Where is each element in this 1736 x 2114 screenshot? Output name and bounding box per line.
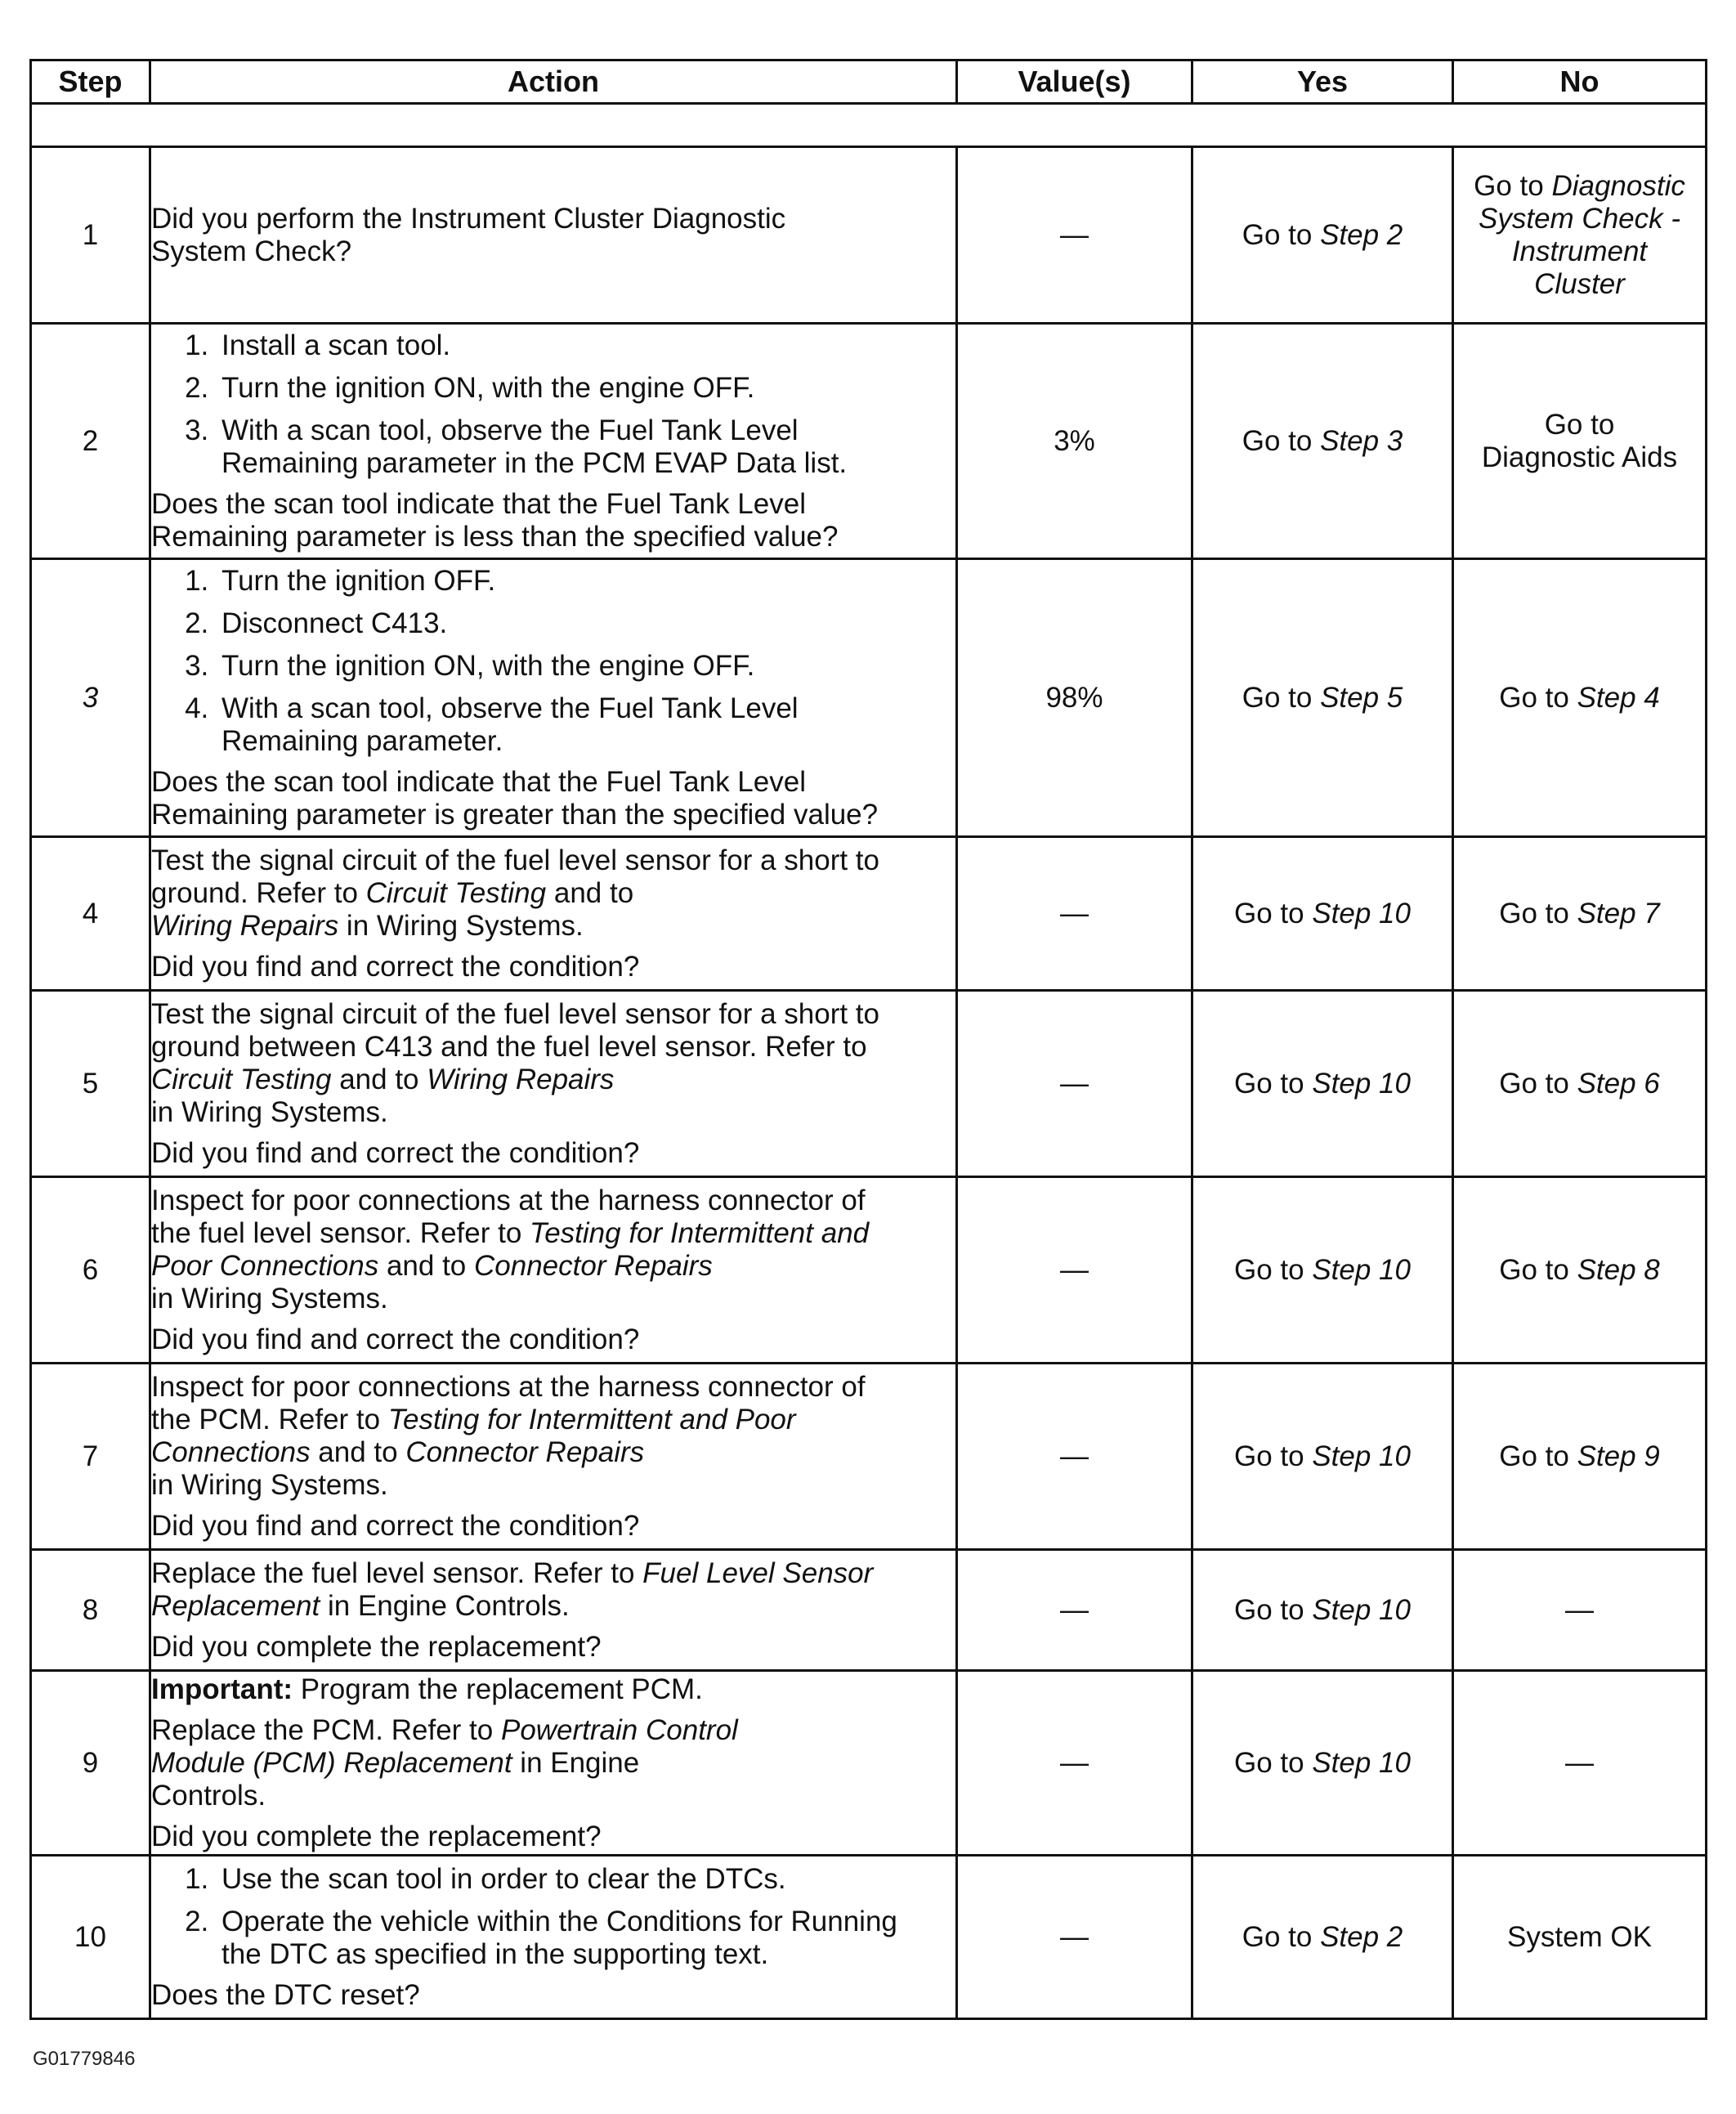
action-text: Wiring Repairs in Wiring Systems. <box>151 909 584 942</box>
action-text: Test the signal circuit of the fuel level sensor for a short to <box>151 844 879 876</box>
action-item: 1. Install a scan tool. <box>217 329 955 362</box>
no-cell: — <box>1453 1671 1707 1856</box>
value-cell: — <box>957 991 1192 1177</box>
no-cell <box>1453 1364 1707 1550</box>
action-item: 2. Operate the vehicle within the Conditions for Running the DTC as specified in the supporting text. <box>217 1906 955 1971</box>
action-text: in Wiring Systems. <box>151 1095 388 1128</box>
no-text: Go to <box>1474 169 1552 202</box>
action-text: Inspect for poor connections at the harness connector of <box>151 1184 866 1216</box>
action-list <box>151 565 955 758</box>
no-text: Go to <box>1499 681 1577 714</box>
yes-step-link: Step 2 <box>1320 218 1403 251</box>
yes-cell <box>1192 147 1453 324</box>
no-link: System Check - <box>1479 202 1680 235</box>
no-text: Diagnostic Aids <box>1481 441 1678 473</box>
action-text: Connections and to Connector Repairs <box>151 1435 645 1468</box>
action-cell <box>150 559 957 837</box>
step-number: 4 <box>31 837 150 991</box>
important-note: Important: Program the replacement PCM. <box>151 1673 703 1705</box>
action-question: Remaining parameter is greater than the specified value? <box>151 798 879 831</box>
ref-link: Circuit Testing <box>151 1063 332 1095</box>
step-number: 1 <box>31 147 150 324</box>
action-item: 3. Turn the ignition ON, with the engine OFF. <box>217 650 955 683</box>
table-row <box>31 837 1707 991</box>
ref-link: Connector Repairs <box>474 1249 713 1282</box>
no-step-link: Step 6 <box>1577 1067 1660 1100</box>
table-row <box>31 324 1707 559</box>
no-link: Instrument <box>1511 235 1648 267</box>
action-cell <box>150 837 957 991</box>
yes-step-link: Step 10 <box>1312 1593 1411 1626</box>
no-cell <box>1453 559 1707 837</box>
action-text: in Wiring Systems. <box>151 1282 388 1315</box>
action-question: Does the scan tool indicate that the Fuel Tank Level <box>151 487 806 520</box>
step-number: 6 <box>31 1177 150 1364</box>
no-step-link: Step 4 <box>1577 681 1660 714</box>
step-number: 7 <box>31 1364 150 1550</box>
no-text: Go to <box>1499 897 1577 929</box>
ref-link: Circuit Testing <box>365 876 547 909</box>
spacer-row <box>31 104 1707 147</box>
yes-text: Go to <box>1234 1253 1313 1286</box>
action-question: Does the DTC reset? <box>151 1978 420 2011</box>
ref-link: Connector Repairs <box>405 1435 645 1468</box>
action-text: ground between C413 and the fuel level sensor. Refer to <box>151 1030 867 1063</box>
yes-text: Go to <box>1242 681 1321 714</box>
yes-text: Go to <box>1242 1920 1321 1953</box>
table-row <box>31 1550 1707 1671</box>
no-text: Go to <box>1499 1253 1577 1286</box>
action-question: Does the scan tool indicate that the Fuel Tank Level <box>151 765 806 798</box>
action-text: the PCM. Refer to Testing for Intermittent and Poor <box>151 1403 796 1435</box>
no-cell: System OK <box>1453 1856 1707 2019</box>
action-item: 1. Turn the ignition OFF. <box>217 565 955 598</box>
table-row <box>31 559 1707 837</box>
ref-link: Testing for Intermittent and Poor <box>387 1403 796 1435</box>
action-question: System Check? <box>151 235 352 267</box>
action-question: Did you complete the replacement? <box>151 1820 602 1852</box>
yes-cell <box>1192 1856 1453 2019</box>
yes-cell <box>1192 991 1453 1177</box>
ref-link: Replacement <box>151 1589 320 1622</box>
ref-link: Powertrain Control <box>500 1713 738 1746</box>
action-text: in Wiring Systems. <box>151 1468 388 1501</box>
yes-text: Go to <box>1234 1440 1313 1472</box>
action-item: 2. Turn the ignition ON, with the engine OFF. <box>217 372 955 405</box>
action-cell <box>150 1364 957 1550</box>
action-list <box>151 1863 955 1971</box>
header-row <box>31 60 1707 104</box>
yes-step-link: Step 5 <box>1320 681 1403 714</box>
table-row <box>31 147 1707 324</box>
value-cell: 3% <box>957 324 1192 559</box>
yes-step-link: Step 10 <box>1312 1746 1411 1779</box>
action-text: Inspect for poor connections at the harness connector of <box>151 1370 866 1403</box>
no-text: Go to <box>1499 1440 1577 1472</box>
no-link: Diagnostic <box>1551 169 1685 202</box>
yes-cell <box>1192 1364 1453 1550</box>
yes-cell <box>1192 559 1453 837</box>
step-number: 5 <box>31 991 150 1177</box>
header-no: No <box>1453 60 1707 104</box>
action-text: Controls. <box>151 1779 266 1812</box>
action-question: Did you perform the Instrument Cluster Diagnostic <box>151 202 786 235</box>
no-link: Cluster <box>1534 267 1625 300</box>
action-cell <box>150 147 957 324</box>
action-text: Test the signal circuit of the fuel level sensor for a short to <box>151 997 879 1030</box>
ref-link: Module (PCM) Replacement <box>151 1746 512 1779</box>
ref-link: Poor Connections <box>151 1249 379 1282</box>
action-item: 1. Use the scan tool in order to clear the DTCs. <box>217 1863 955 1896</box>
yes-text: Go to <box>1234 1067 1313 1100</box>
yes-text: Go to <box>1242 218 1321 251</box>
action-cell <box>150 1177 957 1364</box>
yes-cell <box>1192 1671 1453 1856</box>
action-cell <box>150 1856 957 2019</box>
step-number: 9 <box>31 1671 150 1856</box>
no-cell <box>1453 991 1707 1177</box>
yes-text: Go to <box>1242 424 1321 457</box>
action-question: Remaining parameter is less than the specified value? <box>151 520 839 553</box>
action-list <box>151 329 955 480</box>
value-cell: — <box>957 1177 1192 1364</box>
action-question: Did you find and correct the condition? <box>151 950 640 983</box>
value-cell: 98% <box>957 559 1192 837</box>
no-step-link: Step 7 <box>1577 897 1660 929</box>
action-text: Replacement in Engine Controls. <box>151 1589 570 1622</box>
action-text: Circuit Testing and to Wiring Repairs <box>151 1063 615 1095</box>
action-item: 3. With a scan tool, observe the Fuel Tank Level Remaining parameter in the PCM EVAP Data list. <box>217 414 955 480</box>
action-item: 4. With a scan tool, observe the Fuel Tank Level Remaining parameter. <box>217 692 955 758</box>
figure-id: G01779846 <box>33 2048 136 2070</box>
step-number: 8 <box>31 1550 150 1671</box>
value-cell: — <box>957 147 1192 324</box>
header-yes: Yes <box>1192 60 1453 104</box>
no-cell <box>1453 1177 1707 1364</box>
table-row <box>31 1177 1707 1364</box>
action-question: Did you find and correct the condition? <box>151 1323 640 1355</box>
yes-step-link: Step 10 <box>1312 897 1411 929</box>
value-cell: — <box>957 837 1192 991</box>
action-text: ground. Refer to Circuit Testing and to <box>151 876 634 909</box>
action-question: Did you find and correct the condition? <box>151 1136 640 1169</box>
value-cell: — <box>957 1856 1192 2019</box>
header-values: Value(s) <box>957 60 1192 104</box>
action-text: Replace the fuel level sensor. Refer to Fuel Level Sensor <box>151 1556 874 1589</box>
yes-step-link: Step 10 <box>1312 1067 1411 1100</box>
no-cell <box>1453 324 1707 559</box>
ref-link: Wiring Repairs <box>427 1063 615 1095</box>
ref-link: Connections <box>151 1435 311 1468</box>
no-cell <box>1453 837 1707 991</box>
action-question: Did you complete the replacement? <box>151 1630 602 1663</box>
table-row <box>31 991 1707 1177</box>
action-cell <box>150 1671 957 1856</box>
no-cell <box>1453 147 1707 324</box>
yes-step-link: Step 10 <box>1312 1440 1411 1472</box>
yes-step-link: Step 2 <box>1320 1920 1403 1953</box>
yes-step-link: Step 10 <box>1312 1253 1411 1286</box>
action-text: the fuel level sensor. Refer to Testing for Intermittent and <box>151 1216 870 1249</box>
action-item: 2. Disconnect C413. <box>217 607 955 640</box>
yes-text: Go to <box>1234 1746 1313 1779</box>
action-question: Did you find and correct the condition? <box>151 1509 640 1542</box>
diagnostic-table <box>29 59 1707 2020</box>
yes-cell <box>1192 1550 1453 1671</box>
yes-cell <box>1192 324 1453 559</box>
header-step: Step <box>31 60 150 104</box>
ref-link: Testing for Intermittent and <box>530 1216 870 1249</box>
table-row <box>31 1364 1707 1550</box>
yes-text: Go to <box>1234 897 1313 929</box>
action-cell <box>150 1550 957 1671</box>
yes-cell <box>1192 837 1453 991</box>
diagnostic-table-sheet <box>29 59 1705 2020</box>
step-number: 10 <box>31 1856 150 2019</box>
no-text: Go to <box>1499 1067 1577 1100</box>
yes-cell <box>1192 1177 1453 1364</box>
action-text: Replace the PCM. Refer to Powertrain Control <box>151 1713 738 1746</box>
value-cell: — <box>957 1550 1192 1671</box>
action-cell <box>150 324 957 559</box>
action-text: Module (PCM) Replacement in Engine <box>151 1746 640 1779</box>
no-text: Go to <box>1544 408 1615 441</box>
no-step-link: Step 9 <box>1577 1440 1660 1472</box>
no-step-link: Step 8 <box>1577 1253 1660 1286</box>
ref-link: Wiring Repairs <box>151 909 339 942</box>
header-action: Action <box>150 60 957 104</box>
table-row <box>31 1856 1707 2019</box>
value-cell: — <box>957 1671 1192 1856</box>
no-cell: — <box>1453 1550 1707 1671</box>
action-cell <box>150 991 957 1177</box>
table-row <box>31 1671 1707 1856</box>
step-number: 3 <box>31 559 150 837</box>
yes-step-link: Step 3 <box>1320 424 1403 457</box>
yes-text: Go to <box>1234 1593 1313 1626</box>
value-cell: — <box>957 1364 1192 1550</box>
action-text: Poor Connections and to Connector Repairs <box>151 1249 713 1282</box>
step-number: 2 <box>31 324 150 559</box>
ref-link: Fuel Level Sensor <box>642 1556 874 1589</box>
